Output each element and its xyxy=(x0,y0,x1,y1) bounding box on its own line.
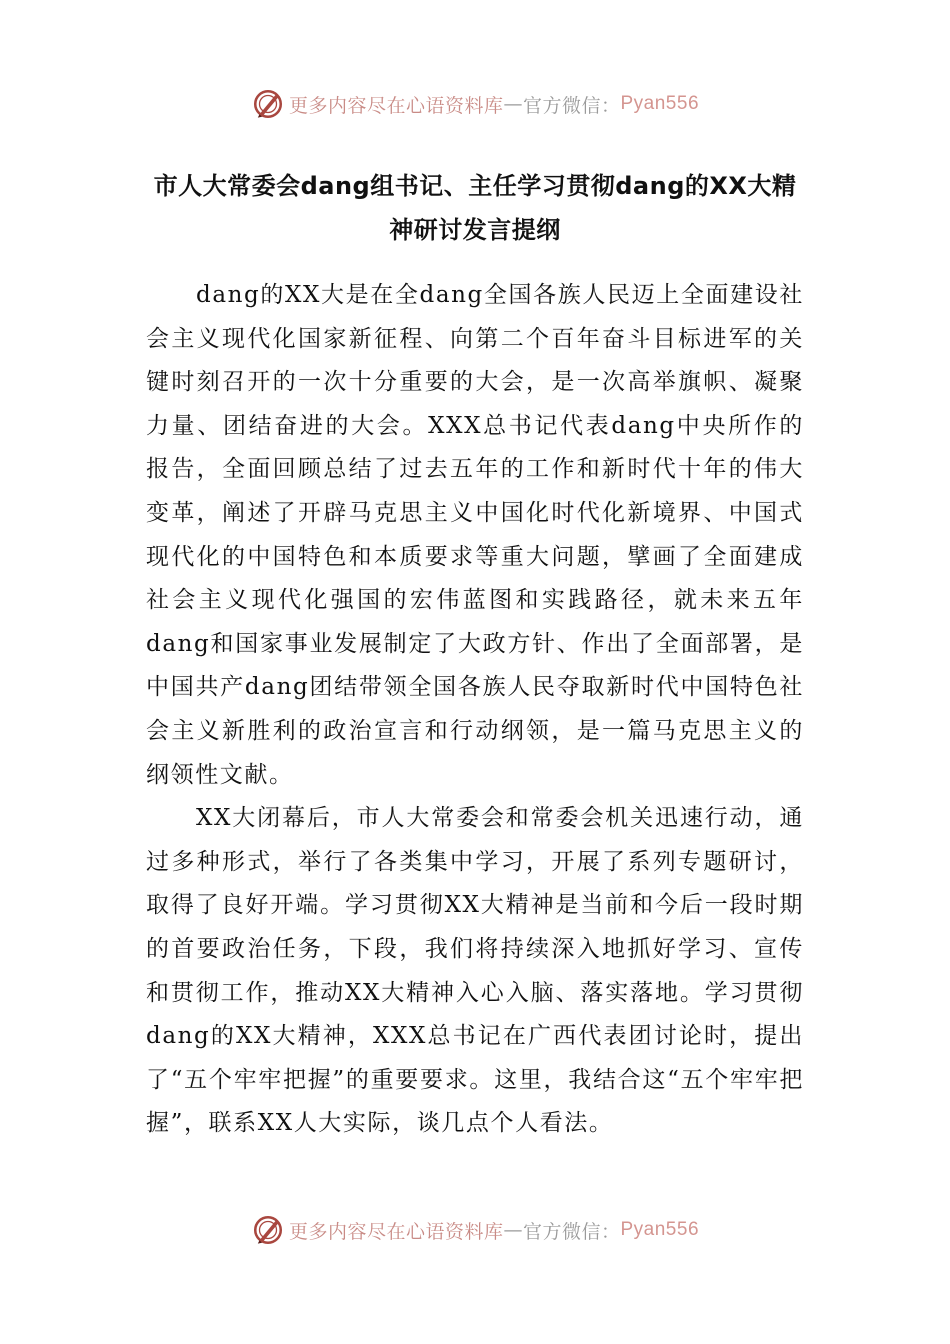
document-title: 市人大常委会dang组书记、主任学习贯彻dang的XX大精神研讨发言提纲 xyxy=(153,172,797,244)
banner-dash: — xyxy=(503,93,523,115)
paragraph-2: XX大闭幕后，市人大常委会和常委会机关迅速行动，通过多种形式，举行了各类集中学习，开展了系列专题研讨，取得了良好开端。学习贯彻XX大精神是当前和今后一段时期的首要政治任务，下段，我们将持续深入地抓好学习、宣传和贯彻工作，推动XX大精神入心入脑、落实落地。学习贯彻dang的XX大精神，XXX总书记在广西代表团讨论时，提出了“五个牢牢把握”的重要要求。这里，我结合这“五个牢牢把握”，联系XX人大实际，谈几点个人看法。 xyxy=(146,805,804,1137)
banner-official-label: 官方微信： xyxy=(522,1220,621,1243)
header-banner xyxy=(0,84,950,124)
pen-circle-icon xyxy=(251,1213,285,1247)
footer-banner xyxy=(0,1210,950,1250)
banner-official-label: 官方微信： xyxy=(522,94,621,117)
document-body xyxy=(146,274,804,1146)
banner-wechat-id: Pyan556 xyxy=(620,93,700,114)
banner-dash: — xyxy=(503,1219,523,1241)
banner-site-text: 更多内容尽在心语资料库 xyxy=(288,94,504,117)
banner-wechat-id: Pyan556 xyxy=(620,1219,700,1240)
banner-site-text: 更多内容尽在心语资料库 xyxy=(288,1220,504,1243)
pen-circle-icon xyxy=(251,87,285,121)
paragraph-1: dang的XX大是在全dang全国各族人民迈上全面建设社会主义现代化国家新征程、向第二个百年奋斗目标进军的关键时刻召开的一次十分重要的大会，是一次高举旗帜、凝聚力量、团结奋进的大会。XXX总书记代表dang中央所作的报告，全面回顾总结了过去五年的工作和新时代十年的伟大变革，阐述了开辟马克思主义中国化时代化新境界、中国式现代化的中国特色和本质要求等重大问题，擘画了全面建成社会主义现代化强国的宏伟蓝图和实践路径，就未来五年dang和国家事业发展制定了大政方针、作出了全面部署，是中国共产dang团结带领全国各族人民夺取新时代中国特色社会主义新胜利的政治宣言和行动纲领，是一篇马克思主义的纲领性文献。 xyxy=(146,282,804,788)
